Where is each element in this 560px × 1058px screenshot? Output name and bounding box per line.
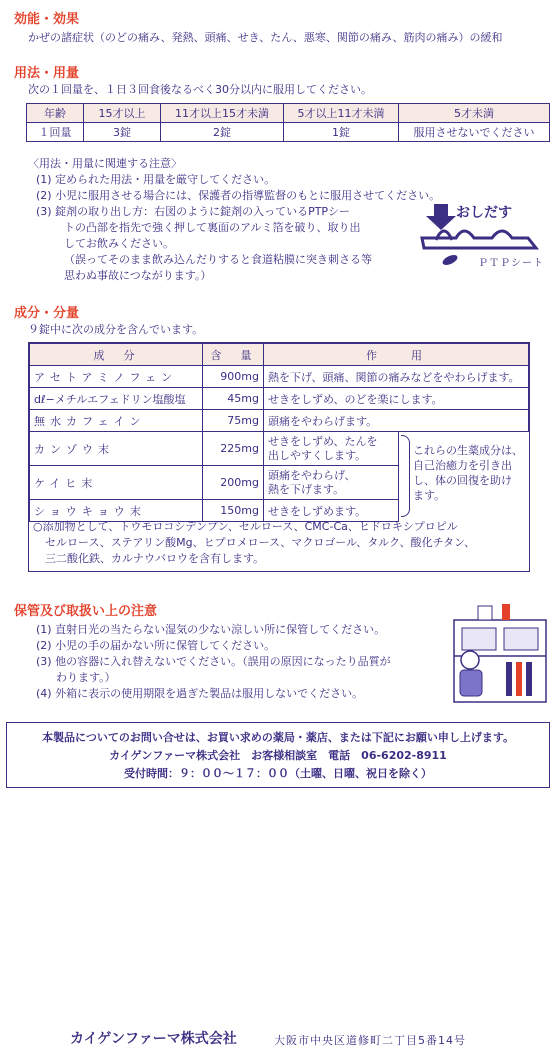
ingredients-header-cell: 含 量 — [203, 344, 264, 366]
ingredient-name: カンゾウ末 — [30, 432, 203, 466]
ingredients-header-cell: 作 用 — [264, 344, 529, 366]
dosage-note: (3) 錠剤の取り出し方：右図のように錠剤の入っているPTPシー — [36, 205, 351, 218]
ingredient-name: ショウキョウ末 — [30, 500, 203, 522]
dosage-table-row — [27, 123, 550, 142]
storage-item: (2) 小児の手の届かない所に保管してください。 — [36, 639, 276, 652]
dosage-header-cell: 5才以上11才未満 — [284, 104, 399, 123]
dosage-note: (2) 小児に服用させる場合には、保護者の指導監督のもとに服用させてください。 — [36, 189, 441, 202]
dosage-cell: 2錠 — [161, 123, 284, 142]
table-row — [30, 366, 529, 388]
ingredients-header-cell: 成 分 — [30, 344, 203, 366]
dosage-header-cell: 15才以上 — [84, 104, 161, 123]
ingredient-amount: 75mg — [203, 410, 264, 432]
storage-item: (3) 他の容器に入れ替えないでください。（誤用の原因になったり品質が — [36, 655, 391, 668]
ingredient-action: せきをしずめ、たんを 出しやすくします。 — [264, 432, 399, 466]
ingredient-name: アセトアミノフェン — [30, 366, 203, 388]
ingredient-action: 頭痛をやわらげ、 熱を下げます。 — [264, 466, 399, 500]
storage-item: (1) 直射日光の当たらない湿気の少ない涼しい所に保管してください。 — [36, 623, 386, 636]
ingredient-amount: 900mg — [203, 366, 264, 388]
dosage-cell: １回量 — [27, 123, 84, 142]
ingredient-name: 無水カフェイン — [30, 410, 203, 432]
additives-line: 三二酸化鉄、カルナウバロウを含有します。 — [45, 552, 265, 565]
ingredient-name: dℓ−メチルエフェドリン塩酸塩 — [30, 388, 203, 410]
cabinet-illustration — [448, 600, 552, 708]
ingredient-name: ケイヒ末 — [30, 466, 203, 500]
herbal-note: これらの生薬成分は、 自己治癒力を引き出 し、体の回復を助け ます。 — [413, 444, 523, 502]
ingredient-amount: 45mg — [203, 388, 264, 410]
dosage-intro: 次の１回量を、１日３回食後なるべく30分以内に服用してください。 — [28, 83, 372, 96]
dosage-header-cell: 11才以上15才未満 — [161, 104, 284, 123]
dosage-note: してお飲みください。 — [64, 237, 174, 250]
storage-heading: 保管及び取扱い上の注意 — [14, 604, 158, 619]
dosage-cell: 服用させないでください — [399, 123, 550, 142]
dosage-table — [26, 103, 550, 142]
table-row — [30, 466, 399, 500]
ingredients-intro: ９錠中に次の成分を含んでいます。 — [28, 323, 204, 336]
efficacy-text: かぜの諸症状（のどの痛み、発熱、頭痛、せき、たん、悪寒、関節の痛み、筋肉の痛み）の緩和 — [28, 31, 503, 44]
ingredient-action: 熱を下げ、頭痛、関節の痛みなどをやわらげます。 — [264, 366, 529, 388]
table-row — [30, 410, 529, 432]
press-label: おしだす — [456, 205, 512, 221]
storage-item: わります。） — [56, 671, 116, 684]
herbal-brace — [401, 435, 410, 517]
dosage-header-cell: 年齢 — [27, 104, 84, 123]
dosage-cell: 3錠 — [84, 123, 161, 142]
child-cabinet-icon — [448, 600, 552, 704]
ingredient-amount: 225mg — [203, 432, 264, 466]
footer-address: 大阪市中央区道修町二丁目5番14号 — [274, 1034, 466, 1047]
ingredient-amount: 150mg — [203, 500, 264, 522]
footer-company: カイゲンファーマ株式会社 — [70, 1031, 237, 1047]
dosage-notes-title: 〈用法・用量に関連する注意〉 — [28, 157, 182, 170]
dosage-note: （誤ってそのまま飲み込んだりすると食道粘膜に突き刺さる等 — [64, 253, 372, 266]
ingredient-action: せきをしずめます。 — [264, 500, 399, 522]
ingredients-box — [28, 342, 530, 572]
contact-hours: 受付時間：９：００〜１７：００（土曜、日曜、祝日を除く） — [124, 767, 432, 780]
dosage-note: 思わぬ事故につながります。） — [64, 269, 212, 282]
dosage-cell: 1錠 — [284, 123, 399, 142]
dosage-note: トの凸部を指先で強く押して裏面のアルミ箔を破り、取り出 — [64, 221, 361, 234]
table-row — [30, 388, 529, 410]
ingredients-heading: 成分・分量 — [14, 306, 80, 321]
contact-phone: カイゲンファーマ株式会社 お客様相談室 電話 06-6202-8911 — [109, 749, 447, 762]
table-row — [30, 432, 399, 466]
dosage-table-header-row — [27, 104, 550, 123]
dosage-note: (1) 定められた用法・用量を厳守してください。 — [36, 173, 276, 186]
ptp-figure — [416, 200, 556, 274]
ingredients-header-row — [30, 344, 529, 366]
herbal-table — [29, 431, 399, 522]
contact-line: 本製品についてのお問い合せは、お買い求めの薬局・薬店、または下記にお願い申し上げます。 — [42, 731, 514, 744]
ingredient-action: せきをしずめ、のどを楽にします。 — [264, 388, 529, 410]
dosage-header-cell: 5才未満 — [399, 104, 550, 123]
ingredient-amount: 200mg — [203, 466, 264, 500]
ptp-sheet-label: ＰＴＰシート — [478, 258, 544, 269]
dosage-heading: 用法・用量 — [14, 66, 80, 81]
efficacy-heading: 効能・効果 — [14, 12, 80, 27]
storage-item: (4) 外箱に表示の使用期限を過ぎた製品は服用しないでください。 — [36, 687, 364, 700]
additives-line: セルロース、ステアリン酸Mg、ヒプロメロース、マクロゴール、タルク、酸化チタン、 — [45, 536, 476, 549]
ingredient-action: 頭痛をやわらげます。 — [264, 410, 529, 432]
ingredients-table — [29, 343, 529, 432]
contact-box — [6, 722, 550, 788]
additives-line: ○添加物として、トウモロコシデンプン、セルロース、CMC-Ca、ヒドロキシプロピル — [33, 520, 458, 533]
